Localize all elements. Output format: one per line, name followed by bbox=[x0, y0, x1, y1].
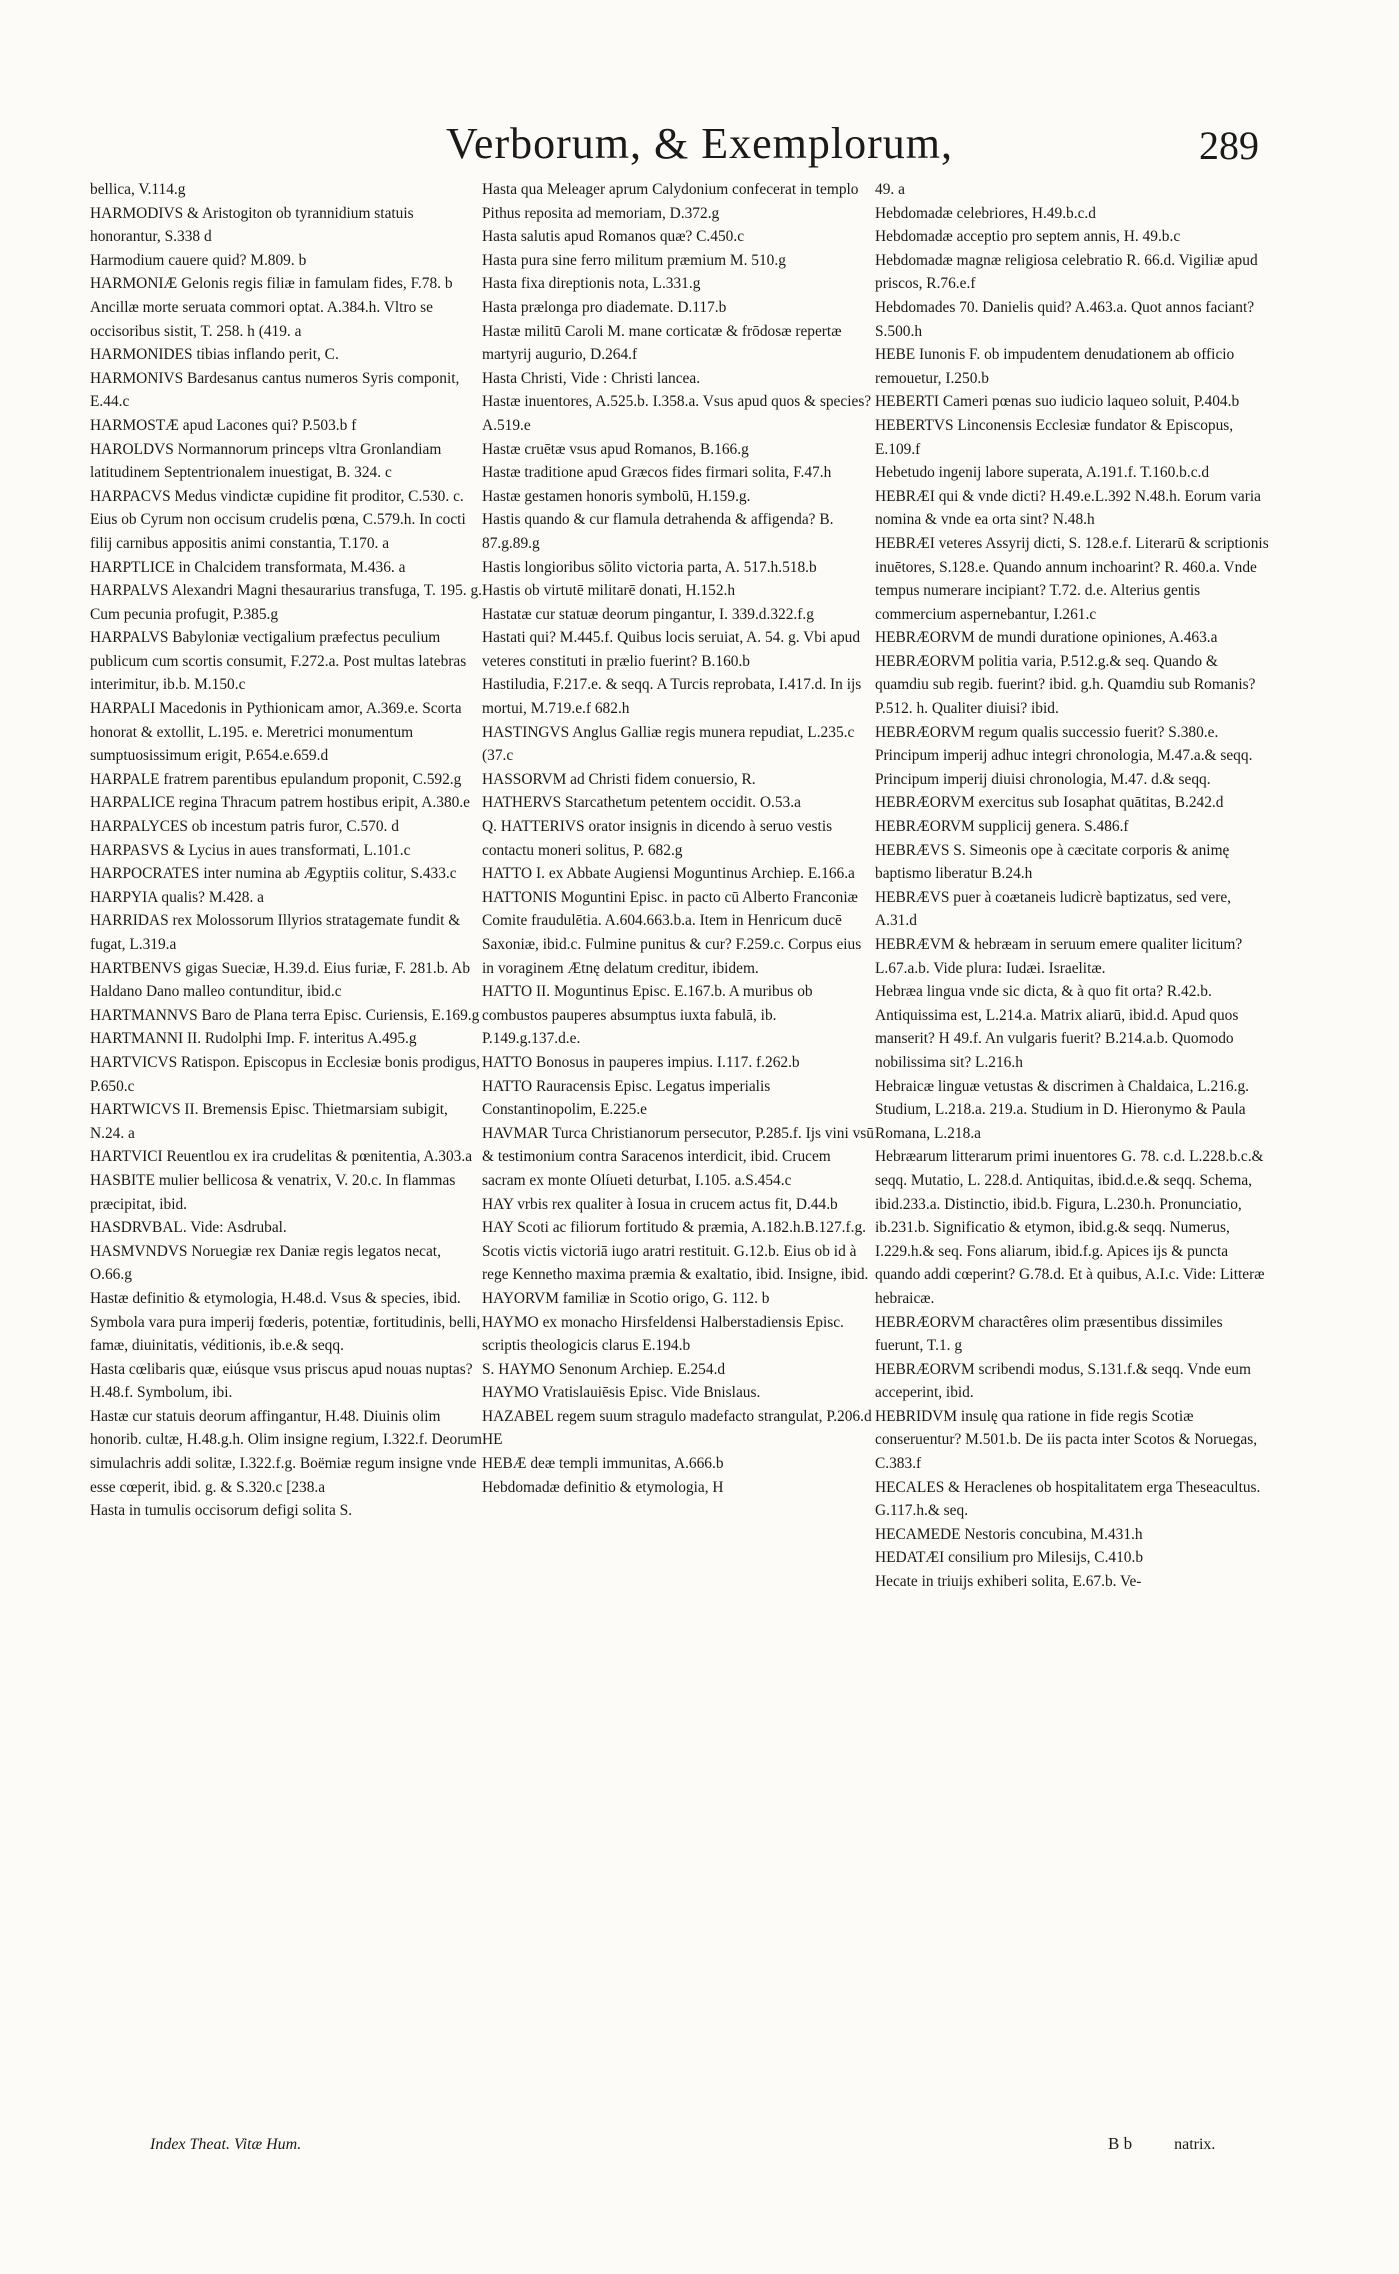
index-entry: HATTO I. ex Abbate Augiensi Moguntinus Archiep. E.166.a bbox=[482, 865, 855, 883]
index-entry: HARPALVS Alexandri Magni thesaurarius transfuga, T. 195. g. Cum pecunia profugit, P.385.g bbox=[90, 582, 482, 623]
index-entry: HARMONIVS Bardesanus cantus numeros Syris componit, E.44.c bbox=[90, 369, 460, 411]
index-entry: HECALES & Heraclenes ob hospitalitatem erga Theseacultus. G.117.h.& seq. bbox=[875, 1478, 1261, 1520]
index-entry: Hastæ cruētæ vsus apud Romanos, B.166.g bbox=[482, 440, 749, 458]
index-entry: Hastæ cur statuis deorum affingantur, H.48. Diuinis olim honorib. cultæ, H.48.g.h. Olim insigne regium, I.322.f. Deorum simulachris addi solitæ, I.322.f.g. Boëmiæ regum insigne vnde esse cœperit, ibid. g. & S.320.c [238.a bbox=[90, 1407, 482, 1496]
index-entry: HATHERVS Starcathetum petentem occidit. O.53.a bbox=[482, 794, 801, 812]
index-entry: HEBRÆORVM charactêres olim præsentibus dissimiles fuerunt, T.1. g bbox=[875, 1313, 1223, 1355]
index-entry: HASTINGVS Anglus Galliæ regis munera repudiat, L.235.c (37.c bbox=[482, 723, 855, 765]
index-entry: HAYMO ex monacho Hirsfeldensi Halberstadiensis Episc. scriptis theologicis clarus E.194.b bbox=[482, 1313, 844, 1355]
index-entry: HARPALE fratrem parentibus epulandum proponit, C.592.g bbox=[90, 770, 462, 788]
index-entry: HARPALICE regina Thracum patrem hostibus eripit, A.380.e bbox=[90, 794, 471, 812]
index-entry: HATTONIS Moguntini Episc. in pacto cū Alberto Franconiæ Comite fraudulētia. A.604.663.b.a. Item in Henricum ducē Saxoniæ, ibid.c. Fulmine punitus & cur? F.259.c. Corpus eius in voraginem Ætnę delatum creditur, ibidem. bbox=[482, 888, 862, 977]
index-entry: HARRIDAS rex Molossorum Illyrios stratagemate fundit & fugat, L.319.a bbox=[90, 912, 461, 953]
index-entry: Hecate in triuijs exhiberi solita, E.67.b. Ve- bbox=[875, 1573, 1142, 1591]
index-entry: HEBRÆVS puer à coætaneis ludicrè baptizatus, sed vere, A.31.d bbox=[875, 888, 1232, 930]
index-entry: Hastæ definitio & etymologia, H.48.d. Vsus & species, ibid. Symbola vara pura imperij fœderis, potentiæ, fortitudinis, belli, famæ, diuinitatis, véditionis, ib.e.& seqq. bbox=[90, 1289, 481, 1355]
column-right bbox=[875, 178, 1270, 1594]
index-entry: Hebdomadæ acceptio pro septem annis, H. 49.b.c bbox=[875, 228, 1181, 246]
index-entry: HATTO Bonosus in pauperes impius. I.117. f.262.b bbox=[482, 1053, 800, 1071]
index-entry: Hastæ inuentores, A.525.b. I.358.a. Vsus apud quos & species? A.519.e bbox=[482, 393, 872, 434]
index-entry: HAVMAR Turca Christianorum persecutor, P.285.f. Ijs vini vsū & testimonium contra Saracenos interdicit, ibid. Crucem sacram ex monte Olíueti deturbat, I.105. a.S.454.c bbox=[482, 1124, 874, 1189]
running-title: Verborum, & Exemplorum, bbox=[446, 119, 953, 168]
index-entry: Hebdomadæ celebriores, H.49.b.c.d bbox=[875, 204, 1096, 222]
index-entry: HEBRÆVS S. Simeonis ope à cæcitate corporis & animę baptismo liberatur B.24.h bbox=[875, 841, 1230, 883]
index-entry: Hebdomades 70. Danielis quid? A.463.a. Quot annos faciant? S.500.h bbox=[875, 298, 1255, 340]
index-entry: HEDATÆI consilium pro Milesijs, C.410.b bbox=[875, 1549, 1144, 1567]
index-columns bbox=[90, 178, 1310, 2118]
index-entry: HAY Scoti ac filiorum fortitudo & præmia, A.182.h.B.127.f.g. Scotis victis victoriā iugo aratri restituit. G.12.b. Eius ob id à rege Kennetho maxima præmia & exaltatio, ibid. Insigne, ibid. bbox=[482, 1219, 869, 1284]
index-entry: Hastatæ cur statuæ deorum pingantur, I. 339.d.322.f.g bbox=[482, 605, 814, 623]
index-entry: HARPTLICE in Chalcidem transformata, M.436. a bbox=[90, 558, 406, 576]
index-entry: Hasta Christi, Vide : Christi lancea. bbox=[482, 369, 701, 387]
index-entry: Hasta prælonga pro diademate. D.117.b bbox=[482, 298, 727, 316]
index-entry: Hebdomadæ magnæ religiosa celebratio R. 66.d. Vigiliæ apud priscos, R.76.e.f bbox=[875, 251, 1258, 293]
index-entry: HARTMANNVS Baro de Plana terra Episc. Curiensis, E.169.g bbox=[90, 1006, 480, 1024]
index-entry: Hastæ militū Caroli M. mane corticatæ & frōdosæ repertæ martyrij augurio, D.264.f bbox=[482, 322, 842, 364]
index-entry: HARTVICVS Ratispon. Episcopus in Ecclesiæ bonis prodigus, P.650.c bbox=[90, 1053, 480, 1095]
index-entry: HARMONIDES tibias inflando perit, C. bbox=[90, 346, 339, 364]
index-entry: HASSORVM ad Christi fidem conuersio, R. bbox=[482, 770, 756, 788]
index-entry: S. HAYMO Senonum Archiep. E.254.d bbox=[482, 1360, 726, 1378]
footer-right bbox=[1108, 2134, 1215, 2154]
index-entry: Hebraicæ linguæ vetustas & discrimen à Chaldaica, L.216.g. Studium, L.218.a. 219.a. Studium in D. Hieronymo & Paula Romana, L.218.a bbox=[875, 1077, 1249, 1142]
index-entry: HEBRÆI qui & vnde dicti? H.49.e.L.392 N.48.h. Eorum varia nomina & vnde ea orta sint? N.48.h bbox=[875, 487, 1261, 529]
index-title-footer: Index Theat. Vitæ Hum. bbox=[150, 2136, 302, 2153]
index-entry: HEBERTVS Linconensis Ecclesiæ fundator & Episcopus, E.109.f bbox=[875, 416, 1234, 458]
index-entry: HATTO Rauracensis Episc. Legatus imperialis Constantinopolim, E.225.e bbox=[482, 1077, 771, 1119]
index-entry: Hebræa lingua vnde sic dicta, & à quo fit orta? R.42.b. Antiquissima est, L.214.a. Matrix aliarū, ibid.d. Apud quos manserit? H 49.f. An vulgaris fuerit? B.214.a.b. Quomodo nobilissima sit? L.216.h bbox=[875, 983, 1239, 1071]
index-entry: HASBITE mulier bellicosa & venatrix, V. 20.c. In flammas præcipitat, ibid. bbox=[90, 1171, 456, 1213]
index-entry: Hebetudo ingenij labore superata, A.191.f. T.160.b.c.d bbox=[875, 464, 1210, 482]
index-entry: HARPOCRATES inter numina ab Ægyptiis colitur, S.433.c bbox=[90, 865, 457, 883]
index-entry: HARTBENVS gigas Sueciæ, H.39.d. Eius furiæ, F. 281.b. Ab Haldano Dano malleo contunditur, ibid.c bbox=[90, 959, 471, 1001]
index-entry: HEBRÆORVM politia varia, P.512.g.& seq. Quando & quamdiu sub regib. fuerint? ibid. g.h. Quamdiu sub Romanis? P.512. h. Qualiter diuisi? ibid. bbox=[875, 652, 1256, 718]
index-entry: HEBRÆORVM exercitus sub Iosaphat quātitas, B.242.d bbox=[875, 794, 1224, 812]
index-entry: HEBRÆVM & hebræam in seruum emere qualiter licitum? L.67.a.b. Vide plura: Iudæi. Israelitæ. bbox=[875, 936, 1243, 977]
index-entry: HEBRIDVM insulę qua ratione in fide regis Scotiæ conseruentur? M.501.b. De iis pacta inter Scotos & Noruegas, C.383.f bbox=[875, 1407, 1258, 1473]
index-entry: HARMONIÆ Gelonis regis filiæ in famulam fides, F.78. b Ancillæ morte seruata commori optat. A.384.h. Vltro se occisoribus sistit, T. 258. h (419. a bbox=[90, 275, 453, 340]
index-entry: HAROLDVS Normannorum princeps vltra Gronlandiam latitudinem Septentrionalem inuestigat, B. 324. c bbox=[90, 440, 442, 482]
index-entry: HAY vrbis rex qualiter à Iosua in crucem actus fit, D.44.b bbox=[482, 1195, 838, 1213]
index-entry: Hasta salutis apud Romanos quæ? C.450.c bbox=[482, 228, 745, 246]
index-entry: HEBRÆI veteres Assyrij dicti, S. 128.e.f. Literarū & scriptionis inuētores, S.128.e. Quando annum inchoarint? R. 460.a. Vnde tempus numerare incipiant? T.72. d.e. Alterius gentis commercium aspernebantur, I.261.c bbox=[875, 534, 1269, 623]
index-entry: Harmodium cauere quid? M.809. b bbox=[90, 251, 307, 269]
index-entry: Hasta pura sine ferro militum præmium M. 510.g bbox=[482, 251, 786, 269]
index-entry: HAZABEL regem suum stragulo madefacto strangulat, P.206.d bbox=[482, 1407, 872, 1425]
index-entry: Hebræarum litterarum primi inuentores G. 78. c.d. L.228.b.c.& seqq. Mutatio, L. 228.d. Antiquitas, ibid.d.e.& seqq. Schema, ibid.233.a. Distinctio, ibid.b. Figura, L.230.h. Pronunciatio, ib.231.b. Significatio & etymon, ibid.g.& seqq. Numerus, I.229.h.& seq. Fons aliarum, ibid.f.g. Apices ijs & puncta quando addi cœperint? G.78.d. Et à quibus, A.I.c. Vide: Litteræ hebraicæ. bbox=[875, 1148, 1265, 1307]
index-entry: HARMODIVS & Aristogiton ob tyrannidium statuis honorantur, S.338 d bbox=[90, 204, 414, 246]
index-entry: HARTVICI Reuentlou ex ira crudelitas & pœnitentia, A.303.a bbox=[90, 1148, 473, 1166]
index-entry: Hastis ob virtutē militarē donati, H.152.h bbox=[482, 582, 736, 600]
index-entry: HASDRVBAL. Vide: Asdrubal. bbox=[90, 1219, 287, 1237]
index-entry: HEBRÆORVM regum qualis successio fuerit? S.380.e. Principum imperij adhuc integri chronologia, M.47.a.& seqq. Principum imperij diuisi chronologia, M.47. d.& seqq. bbox=[875, 723, 1253, 788]
index-entry: Q. HATTERIVS orator insignis in dicendo à seruo vestis contactu moneri solitus, P. 682.g bbox=[482, 818, 833, 859]
catchword: natrix. bbox=[1174, 2136, 1216, 2153]
index-entry: HARPASVS & Lycius in aues transformati, L.101.c bbox=[90, 841, 411, 859]
index-entry: HECAMEDE Nestoris concubina, M.431.h bbox=[875, 1525, 1143, 1543]
index-entry: HEBRÆORVM de mundi duratione opiniones, A.463.a bbox=[875, 629, 1218, 647]
index-entry: 49. a bbox=[875, 181, 905, 198]
index-entry: HASMVNDVS Noruegiæ rex Daniæ regis legatos necat, O.66.g bbox=[90, 1242, 441, 1284]
index-entry: HEBERTI Cameri pœnas suo iudicio laqueo soluit, P.404.b bbox=[875, 393, 1240, 411]
index-entry: Hasta qua Meleager aprum Calydonium confecerat in templo Pithus reposita ad memoriam, D.372.g bbox=[482, 181, 859, 222]
index-entry: Hastis quando & cur flamula detrahenda & affigenda? B. 87.g.89.g bbox=[482, 511, 834, 552]
index-entry: Hastæ traditione apud Græcos fides firmari solita, F.47.h bbox=[482, 464, 832, 482]
index-entry: HEBRÆORVM supplicij genera. S.486.f bbox=[875, 818, 1129, 836]
index-entry: Hasta cœlibaris quæ, eiúsque vsus priscus apud nouas nuptas? H.48.f. Symbolum, ibi. bbox=[90, 1360, 473, 1402]
index-entry: Hasta fixa direptionis nota, L.331.g bbox=[482, 275, 701, 293]
index-entry: HEBÆ deæ templi immunitas, A.666.b bbox=[482, 1455, 724, 1473]
index-entry: Hasta in tumulis occisorum defigi solita S. bbox=[90, 1502, 353, 1520]
index-entry: Hastæ gestamen honoris symbolū, H.159.g. bbox=[482, 487, 751, 505]
index-entry: HAYMO Vratislauiēsis Episc. Vide Bnislaus. bbox=[482, 1384, 761, 1402]
index-entry: HARPYIA qualis? M.428. a bbox=[90, 888, 264, 906]
column-middle bbox=[482, 178, 877, 1499]
page-number: 289 bbox=[1199, 123, 1259, 168]
column-left bbox=[90, 178, 485, 1523]
index-entry: HATTO II. Moguntinus Episc. E.167.b. A muribus ob combustos pauperes absumptus iuxta fabulā, ib. P.149.g.137.d.e. bbox=[482, 983, 813, 1048]
index-entry: bellica, V.114.g bbox=[90, 181, 186, 198]
index-entry: HARMOSTÆ apud Lacones qui? P.503.b f bbox=[90, 416, 357, 434]
index-entry: HARPALI Macedonis in Pythionicam amor, A.369.e. Scorta honorat & extollit, L.195. e. Meretrici monumentum sumptuosissimum erigit, P.654.e.659.d bbox=[90, 700, 462, 765]
index-entry: HARTWICVS II. Bremensis Episc. Thietmarsiam subigit, N.24. a bbox=[90, 1101, 448, 1142]
index-entry: HARPALVS Babyloniæ vectigalium præfectus peculium publicum cum scortis consumit, F.272.a. Post multas latebras interimitur, ib.b. M.150.c bbox=[90, 629, 467, 694]
signature-mark: B b bbox=[1108, 2134, 1133, 2153]
index-entry: Hastiludia, F.217.e. & seqq. A Turcis reprobata, I.417.d. In ijs mortui, M.719.e.f 682.h bbox=[482, 676, 862, 718]
index-entry: HAYORVM familiæ in Scotio origo, G. 112. b bbox=[482, 1289, 770, 1307]
index-entry: Hastis longioribus sōlito victoria parta, A. 517.h.518.b bbox=[482, 558, 817, 576]
index-entry: HE bbox=[482, 1431, 503, 1449]
index-entry: HEBRÆORVM scribendi modus, S.131.f.& seqq. Vnde eum acceperint, ibid. bbox=[875, 1360, 1251, 1402]
index-entry: Hastati qui? M.445.f. Quibus locis seruiat, A. 54. g. Vbi apud veteres constituti in prælio fuerint? B.160.b bbox=[482, 629, 861, 670]
index-entry: HEBE Iunonis F. ob impudentem denudationem ab officio remouetur, I.250.b bbox=[875, 346, 1235, 387]
index-entry: Hebdomadæ definitio & etymologia, H bbox=[482, 1478, 724, 1496]
index-entry: HARPACVS Medus vindictæ cupidine fit proditor, C.530. c. Eius ob Cyrum non occisum crudelis pœna, C.579.h. In cocti filij carnibus appositis animi constantia, T.170. a bbox=[90, 487, 466, 552]
index-entry: HARTMANNI II. Rudolphi Imp. F. interitus A.495.g bbox=[90, 1030, 417, 1048]
index-entry: HARPALYCES ob incestum patris furor, C.570. d bbox=[90, 818, 399, 836]
